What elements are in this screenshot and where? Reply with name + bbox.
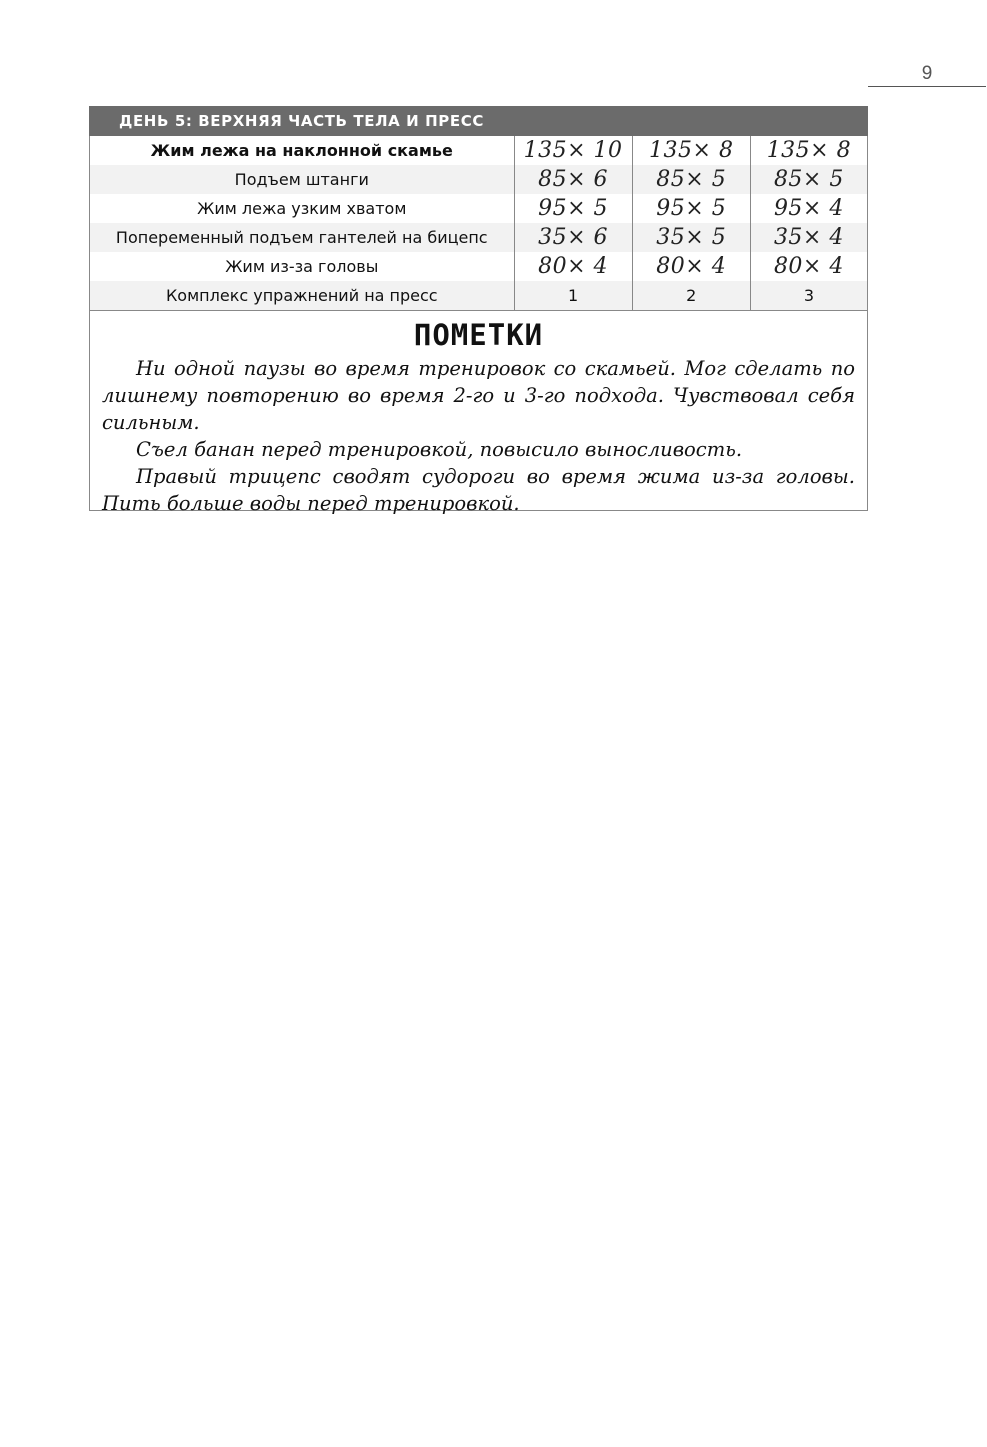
set-cell: 95× 4: [750, 194, 867, 223]
exercise-name: Попеременный подъем гантелей на бицепс: [90, 223, 515, 252]
exercise-name: Жим лежа узким хватом: [197, 199, 407, 218]
table-row: [90, 252, 868, 281]
page-number: 9: [868, 62, 986, 87]
set-cell: 35× 6: [514, 223, 632, 252]
set-cell: 3: [750, 281, 867, 310]
set-cell: 80× 4: [750, 252, 867, 281]
set-cell: 80× 4: [632, 252, 750, 281]
set-cell: 35× 4: [750, 223, 867, 252]
set-cell: 85× 5: [750, 165, 867, 194]
table-row: [90, 281, 868, 310]
workout-day-header: ДЕНЬ 5: ВЕРХНЯЯ ЧАСТЬ ТЕЛА И ПРЕСС: [89, 106, 868, 136]
note-paragraph: Правый трицепс сводят судороги во время жима из-за головы. Пить больше воды перед тренировкой.: [102, 465, 855, 515]
set-cell: 135× 10: [514, 136, 632, 165]
notes-box: [89, 310, 868, 515]
set-cell: 85× 6: [514, 165, 632, 194]
table-row: [90, 223, 868, 252]
exercise-name: Жим из-за головы: [225, 257, 379, 276]
set-cell: 35× 5: [632, 223, 750, 252]
workout-log: [89, 106, 868, 515]
set-cell: 135× 8: [632, 136, 750, 165]
table-row: [90, 194, 868, 223]
set-cell: 1: [514, 281, 632, 310]
exercise-name: Жим лежа на наклонной скамье: [150, 141, 453, 160]
set-cell: 95× 5: [514, 194, 632, 223]
note-paragraph: Ни одной паузы во время тренировок со скамьей. Мог сделать по лишнему повторению во время 2-го и 3-го подхода. Чувствовал себя сильным.: [102, 357, 855, 434]
set-cell: 135× 8: [750, 136, 867, 165]
table-row: [90, 165, 868, 194]
set-cell: 2: [632, 281, 750, 310]
set-cell: 95× 5: [632, 194, 750, 223]
notes-text: [102, 355, 855, 517]
set-cell: 85× 5: [632, 165, 750, 194]
set-cell: 80× 4: [514, 252, 632, 281]
exercise-name: Подъем штанги: [90, 165, 515, 194]
notes-title: ПОМЕТКИ: [413, 318, 544, 352]
table-row: [90, 136, 868, 165]
note-paragraph: Съел банан перед тренировкой, повысило выносливость.: [136, 438, 743, 461]
workout-table: [89, 136, 868, 310]
exercise-name: Комплекс упражнений на пресс: [90, 281, 515, 310]
